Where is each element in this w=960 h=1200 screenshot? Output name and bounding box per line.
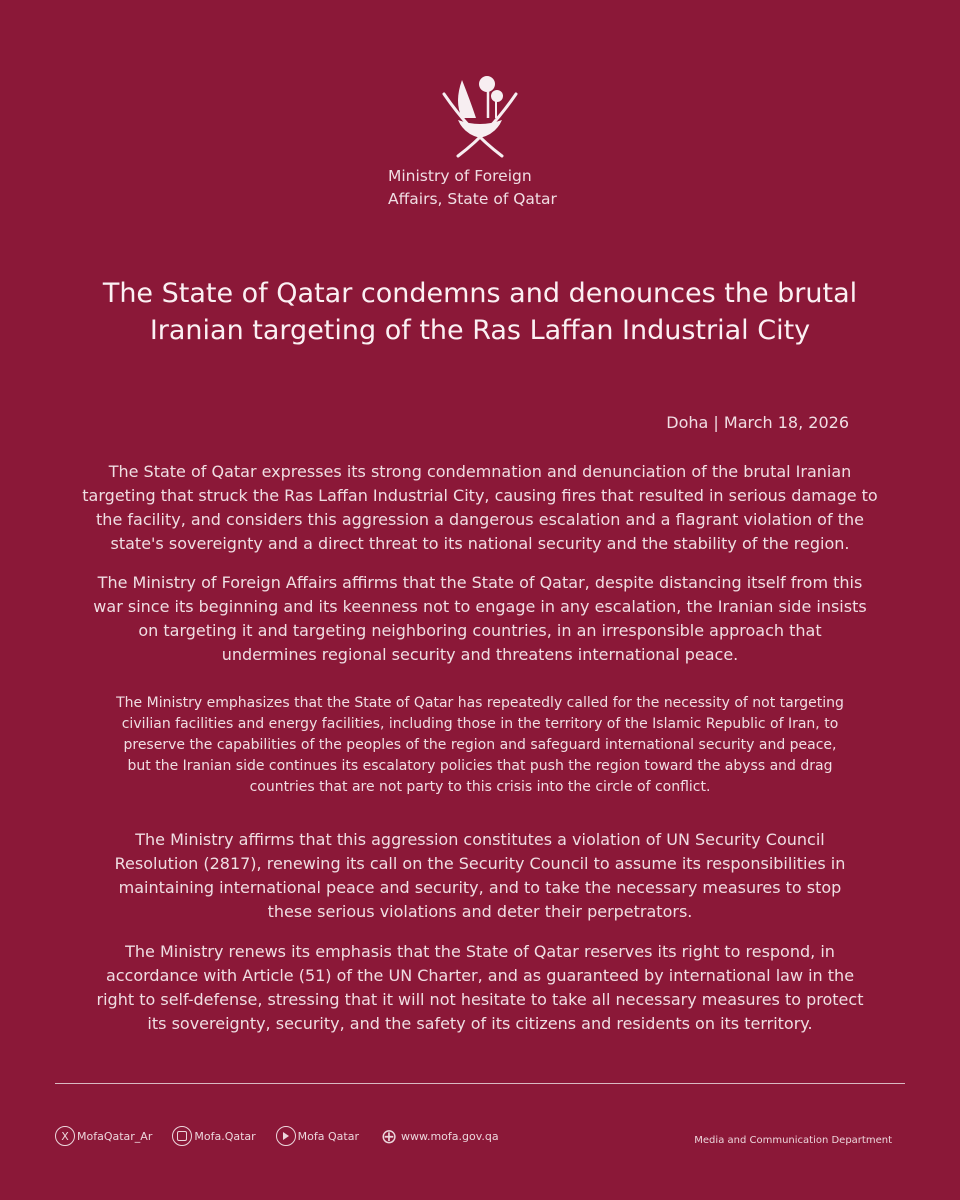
text-line: civilian facilities and energy facilities, including those in the territory of the Islamic Republic of Iran, to <box>121 716 839 732</box>
text-line: targeting that struck the Ras Laffan Industrial City, causing fires that resulted in serious damage to <box>82 486 878 505</box>
text-line: The Ministry renews its emphasis that the State of Qatar reserves its right to respond, in <box>125 942 835 961</box>
qatar-emblem-logo <box>440 72 520 160</box>
text-line: preserve the capabilities of the peoples of the region and safeguard international security and peace, <box>123 737 837 753</box>
text-line: state's sovereignty and a direct threat to its national security and the stability of the region. <box>110 534 850 553</box>
instagram-handle: Mofa.Qatar <box>194 1129 256 1143</box>
instagram-icon <box>172 1126 192 1146</box>
text-line: on targeting it and targeting neighboring countries, in an irresponsible approach that <box>138 621 822 640</box>
social-links <box>55 1126 519 1146</box>
text-line: its sovereignty, security, and the safety of its citizens and residents on its territory. <box>147 1014 813 1033</box>
globe-icon: ⊕ <box>380 1124 398 1148</box>
youtube-handle: Mofa Qatar <box>297 1129 359 1143</box>
ministry-name-line2: Affairs, State of Qatar <box>388 190 557 208</box>
dateline: Doha | March 18, 2026 <box>666 413 849 432</box>
website-link[interactable] <box>379 1126 499 1146</box>
department-name: Media and Communication Department <box>694 1135 892 1146</box>
ministry-name-line1: Ministry of Foreign <box>388 167 532 185</box>
headline-line2: Iranian targeting of the Ras Laffan Industrial City <box>149 315 811 346</box>
x-icon: X <box>55 1126 75 1146</box>
website-url: www.mofa.gov.qa <box>400 1129 499 1143</box>
footer-divider <box>55 1083 905 1084</box>
text-line: The Ministry emphasizes that the State of Qatar has repeatedly called for the necessity of not targeting <box>116 695 844 711</box>
ministry-name <box>388 165 557 211</box>
text-line: right to self-defense, stressing that it will not hesitate to take all necessary measures to protect <box>96 990 864 1009</box>
text-line: maintaining international peace and security, and to take the necessary measures to stop <box>118 878 842 897</box>
youtube-icon <box>276 1126 296 1146</box>
text-line: accordance with Article (51) of the UN Charter, and as guaranteed by international law in the <box>105 966 855 985</box>
text-line: war since its beginning and its keenness not to engage in any escalation, the Iranian side insists <box>93 597 867 616</box>
text-line: Resolution (2817), renewing its call on the Security Council to assume its responsibilities in <box>114 854 846 873</box>
text-line: but the Iranian side continues its escalatory policies that push the region toward the abyss and drag <box>127 758 833 774</box>
text-line: The Ministry affirms that this aggression constitutes a violation of UN Security Council <box>135 830 825 849</box>
text-line: countries that are not party to this crisis into the circle of conflict. <box>249 779 711 795</box>
x-handle: MofaQatar_Ar <box>77 1129 153 1143</box>
text-line: The State of Qatar expresses its strong condemnation and denunciation of the brutal Iranian <box>108 462 852 481</box>
paragraph-5 <box>60 940 900 1036</box>
paragraph-3 <box>60 693 900 798</box>
text-line: these serious violations and deter their perpetrators. <box>267 902 693 921</box>
text-line: undermines regional security and threatens international peace. <box>221 645 739 664</box>
paragraph-2 <box>60 571 900 667</box>
paragraph-4 <box>60 828 900 924</box>
text-line: the facility, and considers this aggression a dangerous escalation and a flagrant violation of the <box>96 510 864 529</box>
paragraph-1 <box>60 460 900 556</box>
headline <box>0 275 960 349</box>
text-line: The Ministry of Foreign Affairs affirms that the State of Qatar, despite distancing itself from this <box>97 573 863 592</box>
x-link[interactable] <box>55 1126 152 1146</box>
youtube-link[interactable] <box>276 1126 359 1146</box>
headline-line1: The State of Qatar condemns and denounces the brutal <box>102 278 858 309</box>
instagram-link[interactable] <box>172 1126 255 1146</box>
